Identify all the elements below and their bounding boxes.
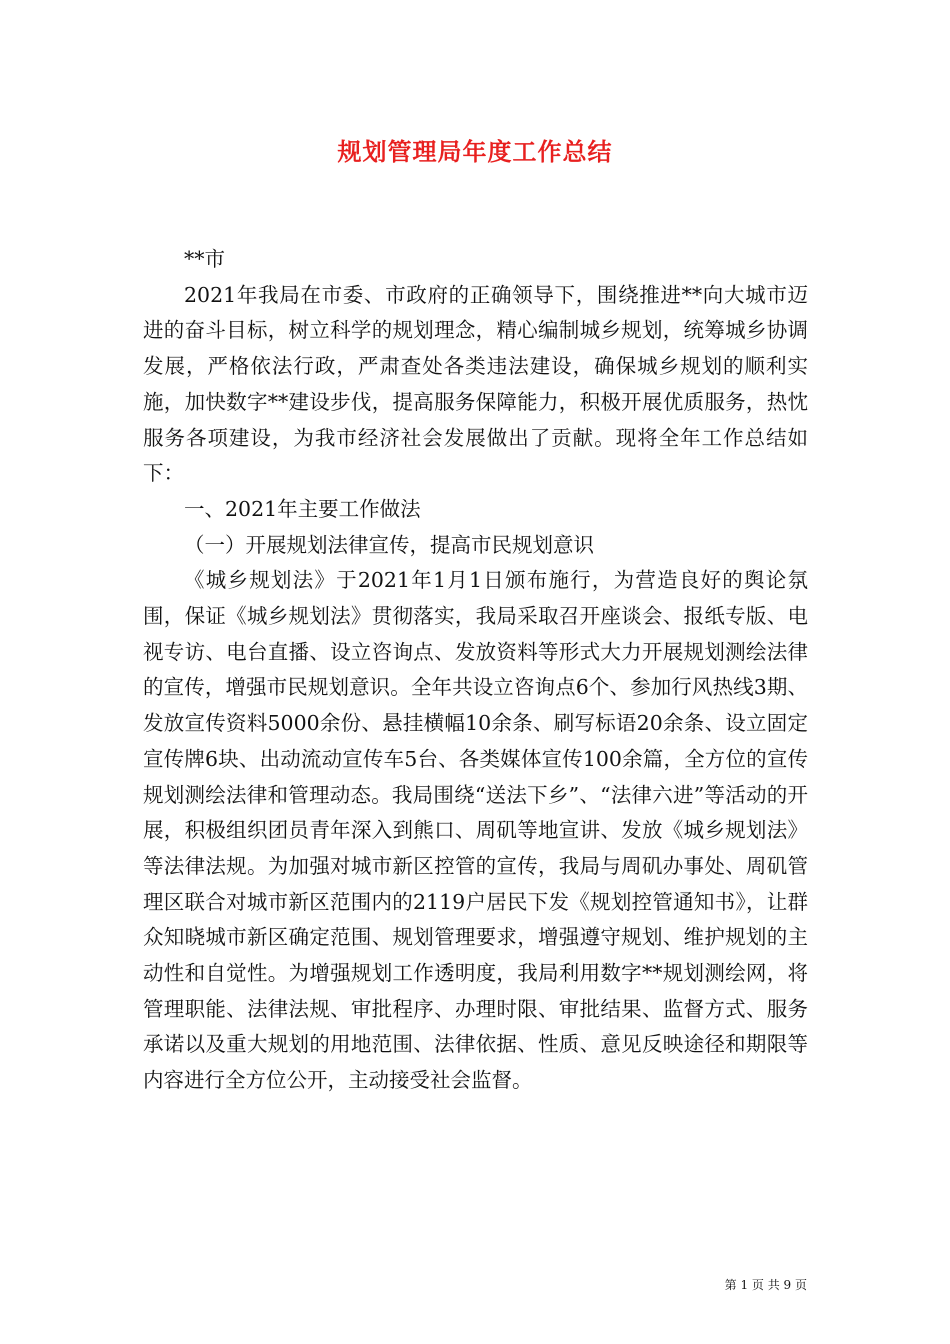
document-title: 规划管理局年度工作总结 — [337, 137, 613, 166]
paragraph-intro: 2021年我局在市委、市政府的正确领导下，围绕推进**向大城市迈进的奋斗目标，树立科学的规划理念，精心编制城乡规划，统筹城乡协调发展，严格依法行政，严肃查处各类违法建设，确保城乡规划的顺利实施，加快数字**建设步伐，提高服务保障能力，积极开展优质服务，热忱服务各项建设，为我市经济社会发展做出了贡献。现将全年工作总结如下： — [143, 282, 808, 486]
document-body — [143, 242, 808, 1099]
paragraph-legal-publicity: 《城乡规划法》于2021年1月1日颁布施行，为营造良好的舆论氛围，保证《城乡规划法》贯彻落实，我局采取召开座谈会、报纸专版、电视专访、电台直播、设立咨询点、发放资料等形式大力开展规划测绘法律的宣传，增强市民规划意识。全年共设立咨询点6个、参加行风热线3期、发放宣传资料5000余份、悬挂横幅10余条、刷写标语20余条、设立固定宣传牌6块、出动流动宣传车5台、各类媒体宣传100余篇，全方位的宣传规划测绘法律和管理动态。我局围绕“送法下乡”、“法律六进”等活动的开展，积极组织团员青年深入到熊口、周矶等地宣讲、发放《城乡规划法》等法律法规。为加强对城市新区控管的宣传，我局与周矶办事处、周矶管理区联合对城市新区范围内的2119户居民下发《规划控管通知书》，让群众知晓城市新区确定范围、规划管理要求，增强遵守规划、维护规划的主动性和自觉性。为增强规划工作透明度，我局利用数字**规划测绘网，将管理职能、法律法规、审批程序、办理时限、审批结果、监督方式、服务承诺以及重大规划的用地范围、法律依据、性质、意见反映途径和期限等内容进行全方位公开，主动接受社会监督。 — [143, 568, 808, 1093]
subsection-heading: （一）开展规划法律宣传，提高市民规划意识 — [184, 532, 594, 557]
section-heading: 一、2021年主要工作做法 — [184, 496, 421, 521]
paragraph-recipient: **市 — [184, 247, 225, 271]
page-number: 第 1 页 共 9 页 — [724, 1278, 807, 1292]
